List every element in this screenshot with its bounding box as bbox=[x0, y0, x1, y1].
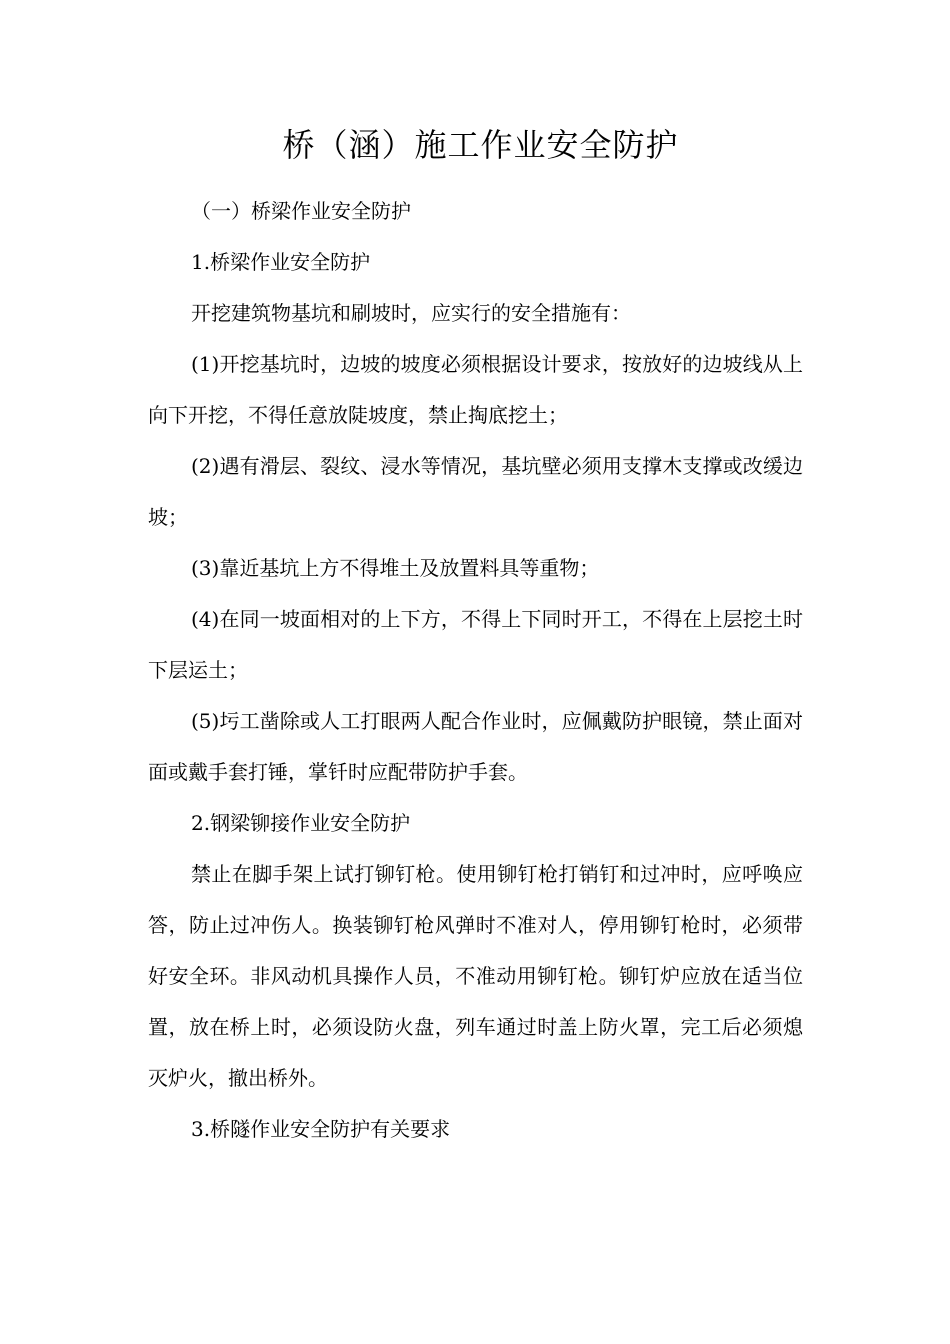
subsection-heading: 1.桥梁作业安全防护 bbox=[191, 250, 371, 274]
document-page bbox=[148, 118, 803, 1155]
list-item: (5)圬工凿除或人工打眼两人配合作业时，应佩戴防护眼镜，禁止面对面或戴手套打锤，掌钎时应配带防护手套。 bbox=[148, 709, 803, 784]
subsection-heading: 2.钢梁铆接作业安全防护 bbox=[191, 811, 411, 835]
body-paragraph: 禁止在脚手架上试打铆钉枪。使用铆钉枪打销钉和过冲时，应呼唤应答，防止过冲伤人。换装铆钉枪风弹时不准对人，停用铆钉枪时，必须带好安全环。非风动机具操作人员，不准动用铆钉枪。铆钉炉应放在适当位置，放在桥上时，必须设防火盘，列车通过时盖上防火罩，完工后必须熄灭炉火，撤出桥外。 bbox=[148, 862, 803, 1090]
list-item: (4)在同一坡面相对的上下方，不得上下同时开工，不得在上层挖土时下层运土； bbox=[148, 607, 803, 682]
intro-paragraph: 开挖建筑物基坑和刷坡时，应实行的安全措施有： bbox=[191, 301, 631, 325]
section-heading: （一）桥梁作业安全防护 bbox=[191, 199, 411, 223]
list-item: (2)遇有滑层、裂纹、浸水等情况，基坑壁必须用支撑木支撑或改缓边坡； bbox=[148, 454, 803, 529]
list-item: (3)靠近基坑上方不得堆土及放置料具等重物； bbox=[191, 556, 600, 580]
subsection-heading: 3.桥隧作业安全防护有关要求 bbox=[191, 1117, 451, 1141]
list-item: (1)开挖基坑时，边坡的坡度必须根据设计要求，按放好的边坡线从上向下开挖，不得任意放陡坡度，禁止掏底挖土； bbox=[148, 352, 803, 427]
document-title: 桥（涵）施工作业安全防护 bbox=[282, 126, 679, 164]
